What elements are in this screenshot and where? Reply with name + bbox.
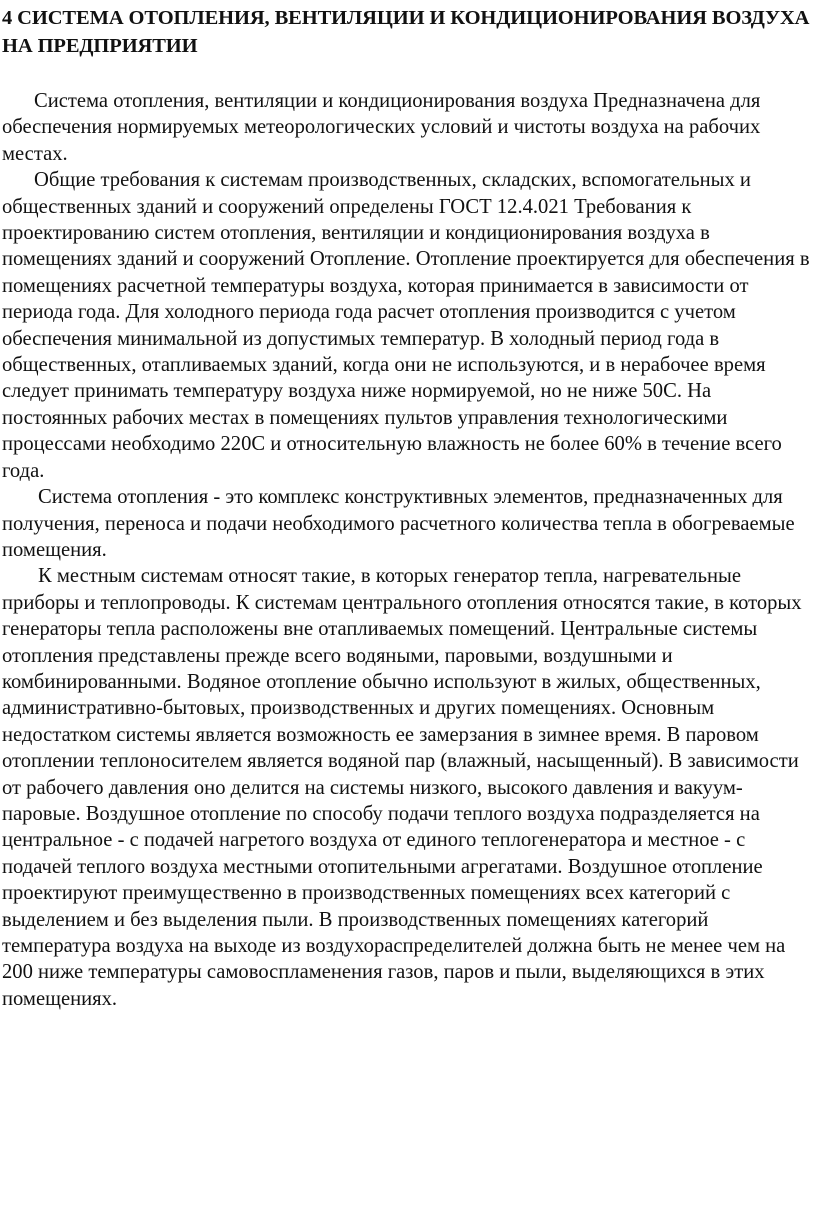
document-title: 4 СИСТЕМА ОТОПЛЕНИЯ, ВЕНТИЛЯЦИИ И КОНДИЦИОНИРОВАНИЯ ВОЗДУХА НА ПРЕДПРИЯТИИ	[2, 7, 810, 57]
paragraph-4: К местным системам относят такие, в которых генератор тепла, нагревательные приборы и теплопроводы. К системам центрального отопления относятся такие, в которых генераторы тепла расположены вне отапливаемых помещений. Центральные системы отопления представлены прежде всего водяными, паровыми, воздушными и комбинированными. Водяное отопление обычно используют в жилых, общественных, административно-бытовых, производственных и других помещениях. Основным недостатком системы является возможность ее замерзания в зимнее время. В паровом отоплении теплоносителем является водяной пар (влажный, насыщенный). В зависимости от рабочего давления оно делится на системы низкого, высокого давления и вакуум-паровые. Воздушное отопление по способу подачи теплого воздуха подразделяется на центральное - с подачей нагретого воздуха от единого теплогенератора и местное - с подачей теплого воздуха местными отопительными агрегатами. Воздушное отопление проектируют преимущественно в производственных помещениях всех категорий с выделением и без выделения пыли. В производственных помещениях категорий температура воздуха на выходе из воздухораспределителей должна быть не менее чем на 200 ниже температуры самовоспламенения газов, паров и пыли, выделяющихся в этих помещениях.	[2, 565, 802, 1010]
paragraph-3: Система отопления - это комплекс конструктивных элементов, предназначенных для получения, переноса и подачи необходимого расчетного количества тепла в обогреваемые помещения.	[2, 486, 795, 561]
paragraph-1: Система отопления, вентиляции и кондиционирования воздуха Предназначена для обеспечения нормируемых метеорологических условий и чистоты воздуха на рабочих местах.	[2, 90, 761, 165]
paragraph-2: Общие требования к системам производственных, складских, вспомогательных и общественных зданий и сооружений определены ГОСТ 12.4.021 Требования к проектированию систем отопления, вентиляции и кондиционирования воздуха в помещениях зданий и сооружений Отопление. Отопление проектируется для обеспечения в помещениях расчетной температуры воздуха, которая принимается в зависимости от периода года. Для холодного периода года расчет отопления производится с учетом обеспечения минимальной из допустимых температур. В холодный период года в общественных, отапливаемых зданий, когда они не используются, и в нерабочее время следует принимать температуру воздуха ниже нормируемой, но не ниже 50С. На постоянных рабочих местах в помещениях пультов управления технологическими процессами необходимо 220С и относительную влажность не более 60% в течение всего года.	[2, 169, 810, 482]
